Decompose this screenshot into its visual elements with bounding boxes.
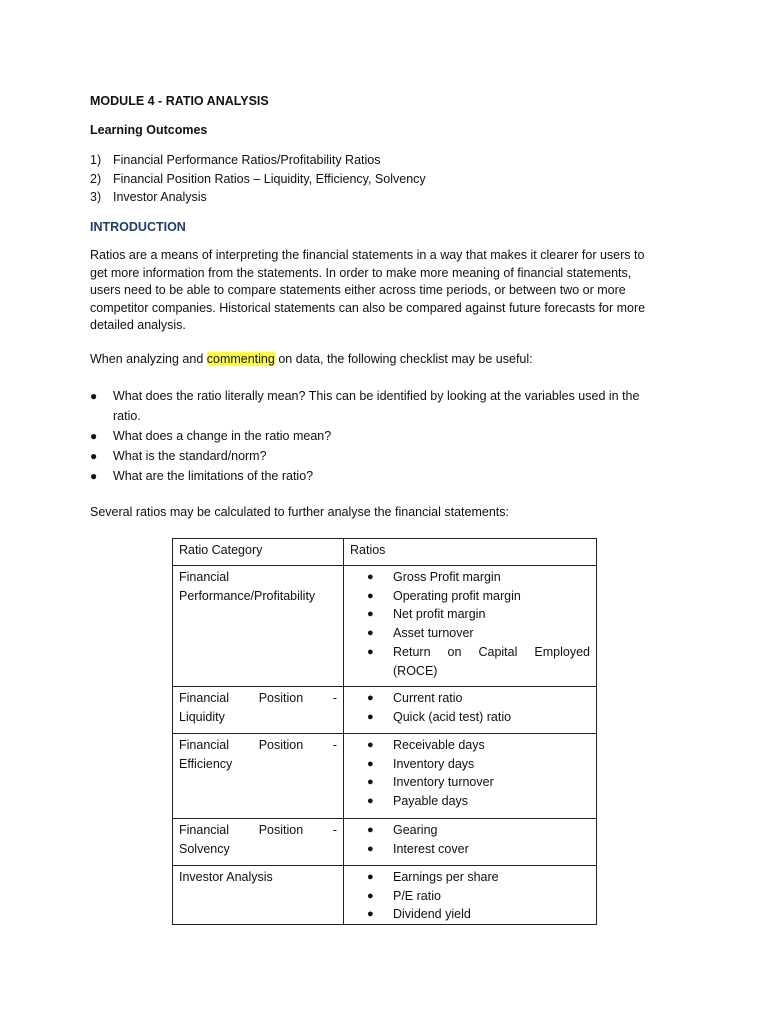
category-line: Financial	[179, 570, 230, 584]
table-row	[173, 819, 597, 866]
introduction-heading: INTRODUCTION	[90, 220, 186, 234]
outcome-number: 1)	[90, 153, 102, 167]
checklist-intro	[90, 352, 533, 366]
bullet-icon: ●	[367, 889, 374, 902]
module-title: MODULE 4 - RATIO ANALYSIS	[90, 94, 269, 108]
bullet-icon: ●	[367, 627, 374, 640]
checklist-intro-before: When analyzing and	[90, 352, 207, 366]
category-line: Efficiency	[179, 756, 233, 771]
ratio-category-cell	[173, 687, 344, 734]
category-line: Solvency	[179, 841, 230, 856]
outcome-text: Financial Performance Ratios/Profitability Ratios	[113, 153, 381, 167]
ratio-item-text: Payable days	[393, 794, 469, 809]
table-row	[173, 566, 597, 687]
ratio-item-text: Operating profit margin	[393, 588, 521, 603]
outcome-item	[90, 151, 426, 170]
ratio-item	[350, 821, 590, 840]
checklist-item	[90, 386, 670, 426]
ratio-item-text: Inventory days	[393, 756, 475, 771]
bullet-icon: ●	[367, 645, 374, 658]
table-intro: Several ratios may be calculated to further analyse the financial statements:	[90, 505, 509, 519]
checklist-item	[90, 446, 670, 466]
bullet-icon: ●	[367, 757, 374, 770]
bullet-icon: ●	[367, 589, 374, 602]
ratio-item	[350, 755, 590, 774]
ratios-cell	[344, 687, 597, 734]
bullet-icon: ●	[367, 692, 374, 704]
ratio-item	[350, 868, 590, 887]
checklist-item	[90, 426, 670, 446]
bullet-icon: ●	[367, 739, 374, 751]
outcome-item	[90, 188, 426, 207]
header-ratios: Ratios	[344, 539, 597, 566]
ratio-table	[172, 538, 597, 925]
category-line: Financial Position -	[179, 691, 337, 705]
table-row	[173, 687, 597, 734]
ratios-list	[350, 868, 590, 924]
ratio-item-text: Current ratio	[393, 691, 463, 705]
ratio-item	[350, 605, 590, 624]
ratio-item-text: Quick (acid test) ratio	[393, 709, 512, 724]
checklist-item-text: What does a change in the ratio mean?	[113, 429, 332, 443]
ratios-cell	[344, 866, 597, 925]
ratios-list	[350, 821, 590, 858]
bullet-icon: ●	[367, 908, 374, 921]
ratio-item	[350, 689, 590, 708]
bullet-icon: ●	[90, 449, 98, 463]
header-ratio-category: Ratio Category	[173, 539, 344, 566]
bullet-icon: ●	[367, 710, 374, 723]
ratio-item-text: Receivable days	[393, 738, 485, 752]
outcome-number: 2)	[90, 171, 102, 186]
table-row	[173, 866, 597, 925]
ratio-item-text: Dividend yield	[393, 907, 471, 922]
highlighted-word: commenting	[206, 352, 275, 366]
ratio-item	[350, 568, 590, 587]
checklist-item-text: What does the ratio literally mean? This can be identified by looking at the variables used in the ratio.	[113, 389, 640, 423]
bullet-icon: ●	[367, 776, 374, 789]
ratio-category-cell	[173, 819, 344, 866]
ratio-item-text: Earnings per share	[393, 870, 499, 884]
ratios-list	[350, 689, 590, 726]
ratio-item	[350, 905, 590, 924]
ratio-item	[350, 773, 590, 792]
bullet-icon: ●	[90, 429, 98, 443]
ratio-item	[350, 840, 590, 859]
bullet-icon: ●	[90, 389, 98, 403]
category-line: Liquidity	[179, 709, 225, 724]
ratio-item-text: Gearing	[393, 823, 438, 837]
ratio-item-text: Net profit margin	[393, 607, 486, 622]
bullet-icon: ●	[367, 842, 374, 855]
bullet-icon: ●	[90, 469, 98, 483]
category-line: Investor Analysis	[179, 870, 273, 884]
ratios-list	[350, 568, 590, 680]
checklist	[90, 386, 670, 486]
ratio-item	[350, 624, 590, 643]
ratios-list	[350, 736, 590, 811]
outcome-text: Financial Position Ratios – Liquidity, Efficiency, Solvency	[113, 171, 426, 186]
category-line: Financial Position -	[179, 823, 337, 837]
ratio-item	[350, 708, 590, 727]
ratio-item	[350, 887, 590, 906]
ratio-category-cell	[173, 866, 344, 925]
ratio-item	[350, 587, 590, 606]
ratio-item	[350, 643, 590, 680]
ratio-category-cell	[173, 734, 344, 819]
category-line: Performance/Profitability	[179, 588, 316, 603]
ratio-item-text: Gross Profit margin	[393, 570, 501, 584]
ratios-cell	[344, 734, 597, 819]
ratios-cell	[344, 819, 597, 866]
ratio-item-text: Interest cover	[393, 841, 469, 856]
bullet-icon: ●	[367, 824, 374, 836]
outcome-item	[90, 170, 426, 189]
ratio-item-text: Asset turnover	[393, 626, 474, 641]
ratio-item-text: Return on Capital Employed (ROCE)	[393, 644, 590, 678]
learning-outcomes-list	[90, 151, 426, 207]
checklist-item	[90, 466, 670, 486]
checklist-item-text: What is the standard/norm?	[113, 449, 267, 463]
category-line: Financial Position -	[179, 738, 337, 752]
outcome-text: Investor Analysis	[113, 190, 207, 204]
ratios-cell	[344, 566, 597, 687]
checklist-intro-after: on data, the following checklist may be useful:	[274, 352, 533, 366]
bullet-icon: ●	[367, 608, 374, 621]
checklist-item-text: What are the limitations of the ratio?	[113, 469, 314, 483]
table-header-row	[173, 539, 597, 566]
ratio-item-text: Inventory turnover	[393, 775, 494, 790]
ratio-category-cell	[173, 566, 344, 687]
ratio-item	[350, 736, 590, 755]
ratio-item	[350, 792, 590, 811]
learning-outcomes-heading: Learning Outcomes	[90, 123, 208, 137]
outcome-number: 3)	[90, 190, 102, 204]
table-row	[173, 734, 597, 819]
ratio-item-text: P/E ratio	[393, 888, 441, 903]
intro-paragraph: Ratios are a means of interpreting the financial statements in a way that makes it clearer for users to get more information from the statements. In order to make more meaning of financial statements, users need to be able to compare statements either across time periods, or between two or more competitor companies. Historical statements can also be compared against future forecasts for more detailed analysis.	[90, 248, 646, 332]
bullet-icon: ●	[367, 571, 374, 583]
bullet-icon: ●	[367, 795, 374, 808]
bullet-icon: ●	[367, 871, 374, 883]
